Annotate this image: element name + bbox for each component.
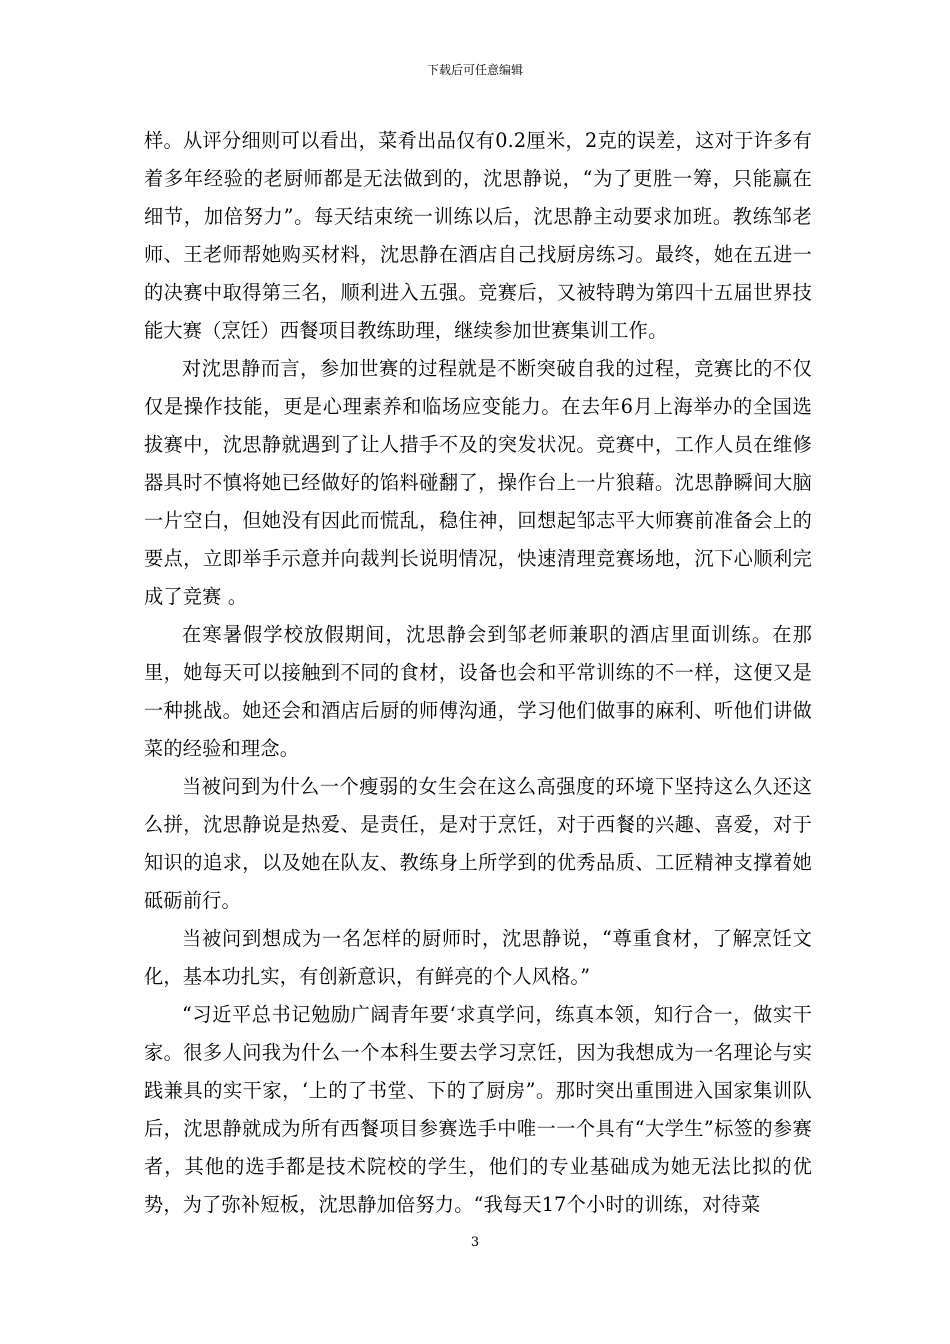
document-body [144,122,812,1224]
paragraph: 对沈思静而言，参加世赛的过程就是不断突破自我的过程，竞赛比的不仅仅是操作技能，更是心理素养和临场应变能力。在去年6月上海举办的全国选拔赛中，沈思静就遇到了让人措手不及的突发状况。竞赛中，工作人员在维修器具时不慎将她已经做好的馅料碰翻了，操作台上一片狼藉。沈思静瞬间大脑一片空白，但她没有因此而慌乱，稳住神，回想起邹志平大师赛前准备会上的要点，立即举手示意并向裁判长说明情况，快速清理竞赛场地，沉下心顺利完成了竞赛 。 [144,357,812,608]
paragraph: “习近平总书记勉励广阔青年要‘求真学问，练真本领，知行合一，做实干家。很多人问我为什么一个本科生要去学习烹饪，因为我想成为一名理论与实践兼具的实干家，‘上的了书堂、下的了厨房”。那时突出重围进入国家集训队后，沈思静就成为所有西餐项目参赛选手中唯一一个具有“大学生”标签的参赛者，其他的选手都是技术院校的学生，他们的专业基础成为她无法比拟的优势，为了弥补短板，沈思静加倍努力。“我每天17个小时的训练，对待菜 [144,1003,812,1216]
paragraph: 当被问到为什么一个瘦弱的女生会在这么高强度的环境下坚持这么久还这么拼，沈思静说是热爱、是责任，是对于烹饪，对于西餐的兴趣、喜爱，对于知识的追求，以及她在队友、教练身上所学到的优秀品质、工匠精神支撑着她砥砺前行。 [144,775,812,912]
paragraph: 当被问到想成为一名怎样的厨师时，沈思静说，“尊重食材，了解烹饪文化，基本功扎实，有创新意识，有鲜亮的个人风格。” [144,927,812,988]
page-header: 下载后可任意编辑 [426,63,523,77]
page-number: 3 [470,1235,480,1250]
paragraph-continuation: 样。从评分细则可以看出，菜肴出品仅有0.2厘米，2克的误差，这对于许多有着多年经验的老厨师都是无法做到的，沈思静说，“为了更胜一筹，只能赢在细节，加倍努力”。每天结束统一训练以后，沈思静主动要求加班。教练邹老师、王老师帮她购买材料，沈思静在酒店自己找厨房练习。最终，她在五进一的决赛中取得第三名，顺利进入五强。竞赛后，又被特聘为第四十五届世界技能大赛（烹饪）西餐项目教练助理，继续参加世赛集训工作。 [144,129,812,342]
paragraph: 在寒暑假学校放假期间，沈思静会到邹老师兼职的酒店里面训练。在那里，她每天可以接触到不同的食材，设备也会和平常训练的不一样，这便又是一种挑战。她还会和酒店后厨的师傅沟通，学习他们做事的麻利、听他们讲做菜的经验和理念。 [144,623,812,760]
